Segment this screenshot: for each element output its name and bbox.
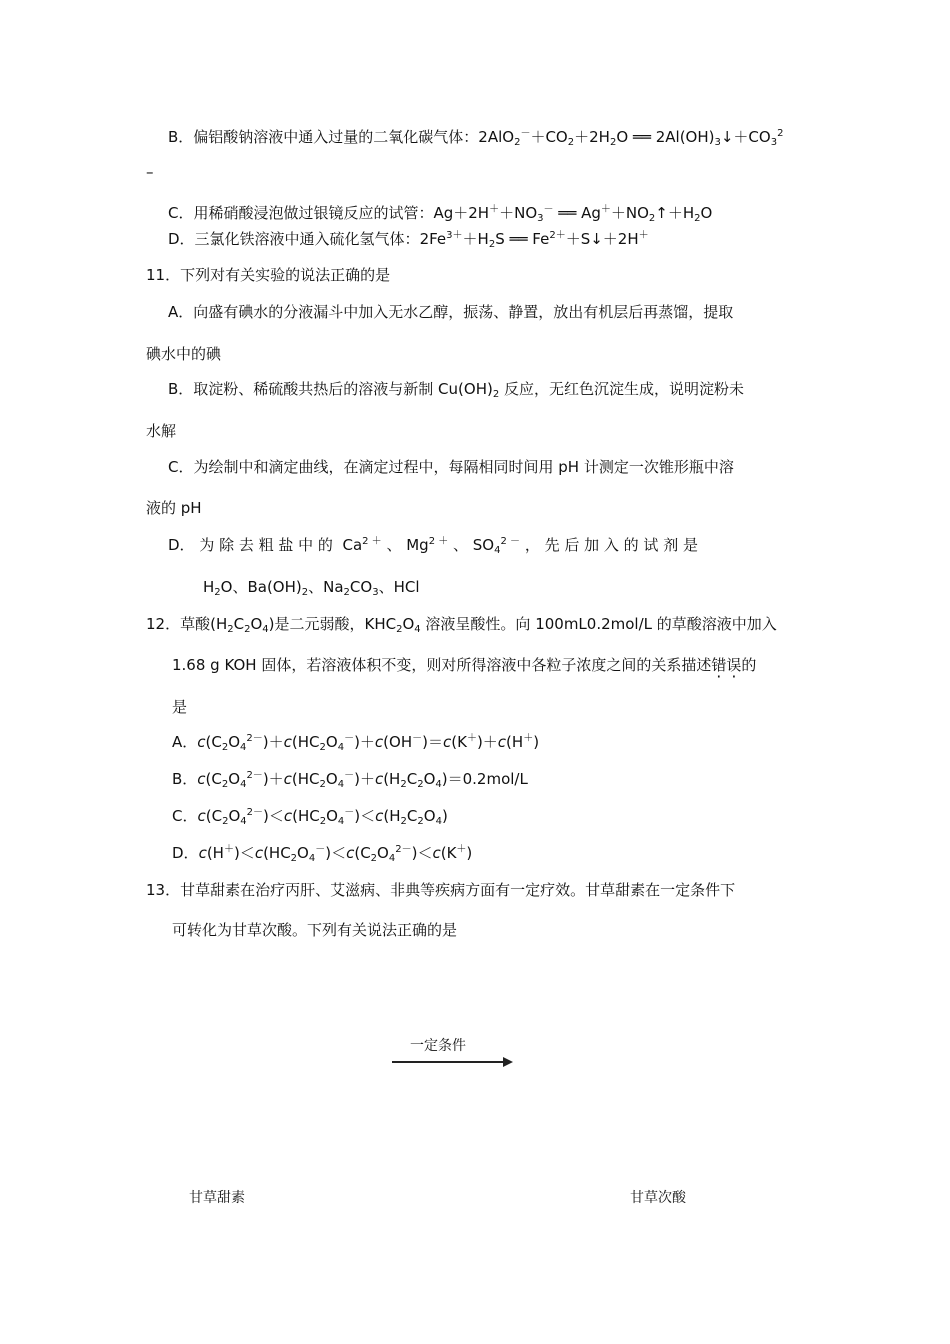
option-c-q10: C．用稀硝酸浸泡做过银镜反应的试管：$Ag+2H^++NO_3^-$ ══ $Ag^++NO_2↑+H_2O$ — [168, 204, 713, 224]
q11-option-b-line2: 水解 — [146, 422, 177, 440]
option-b-q10-wrap: – — [146, 163, 154, 181]
q11-option-a-line2: 碘水中的碘 — [146, 345, 222, 363]
q12-stem: 12．草酸$(H_2C_2O_4)$是二元弱酸，$KHC_2O_4$ 溶液呈酸性。向 100mL0.2mol/L 的草酸溶液中加入 — [146, 615, 777, 635]
q11-option-b-line1: B．取淀粉、稀硫酸共热后的溶液与新制 $Cu(OH)_2$ 反应，无红色沉淀生成，说明淀粉未 — [168, 380, 744, 400]
option-d-q10: D．三氯化铁溶液中通入硫化氢气体：$2Fe^{3+}+H_2S$ ══ $Fe^{2+}+S↓+2H^+$ — [168, 230, 649, 250]
q11-option-d-line2: $H_2O$、$Ba(OH)_2$、$Na_2CO_3$、HCl — [203, 578, 420, 598]
reaction-arrow-icon — [503, 1057, 513, 1067]
option-b-q10: B．偏铝酸钠溶液中通入过量的二氧化碳气体：$2AlO_2^-+CO_2+2H_2O$ ══ $2Al(OH)_3↓+CO_3^2$ — [168, 128, 784, 148]
q13-stem-line2: 可转化为甘草次酸。下列有关说法正确的是 — [172, 921, 458, 939]
q11-option-a-line1: A．向盛有碘水的分液漏斗中加入无水乙醇，振荡、静置，放出有机层后再蒸馏，提取 — [168, 303, 734, 321]
q12-option-a: A．$c(C_2O_4^{2-})+c(HC_2O_4^-)+c(OH^-)=c(K^+)+c(H^+)$ — [172, 733, 540, 753]
compound-label-right: 甘草次酸 — [630, 1190, 686, 1206]
q11-option-c-line1: C．为绘制中和滴定曲线，在滴定过程中，每隔相同时间用 pH 计测定一次锥形瓶中溶 — [168, 458, 734, 476]
q12-option-b: B．$c(C_2O_4^{2-})+c(HC_2O_4^-)+c(H_2C_2O_4)=0.2mol/L$ — [172, 770, 528, 790]
q11-option-c-line2: 液的 pH — [146, 499, 202, 517]
q11-stem: 11．下列对有关实验的说法正确的是 — [146, 266, 391, 284]
reaction-condition-label: 一定条件 — [410, 1038, 466, 1054]
q12-option-c: C．$c(C_2O_4^{2-})<c(HC_2O_4^-)<c(H_2C_2O_4)$ — [172, 807, 448, 827]
reaction-arrow-shaft — [392, 1061, 504, 1063]
q12-option-d: D．$c(H^+)<c(HC_2O_4^-)<c(C_2O_4^{2-})<c(K^+)$ — [172, 844, 473, 864]
q11-option-d-line1: D． 为 除 去 粗 盐 中 的 $Ca^{2 +}$ 、 $Mg^{2 +}$ 、 $SO_4^{2 -}$ ， 先 后 加 入 的 试 剂 是 — [168, 536, 698, 556]
compound-label-left: 甘草甜素 — [189, 1190, 245, 1206]
q13-stem-line1: 13．甘草甜素在治疗丙肝、艾滋病、非典等疾病方面有一定疗效。甘草甜素在一定条件下 — [146, 881, 736, 899]
q12-stem-line3: 是 — [172, 698, 188, 716]
q12-stem-line2: 1.68 g KOH 固体，若溶液体积不变，则对所得溶液中各粒子浓度之间的关系描述错误的 — [172, 656, 757, 674]
